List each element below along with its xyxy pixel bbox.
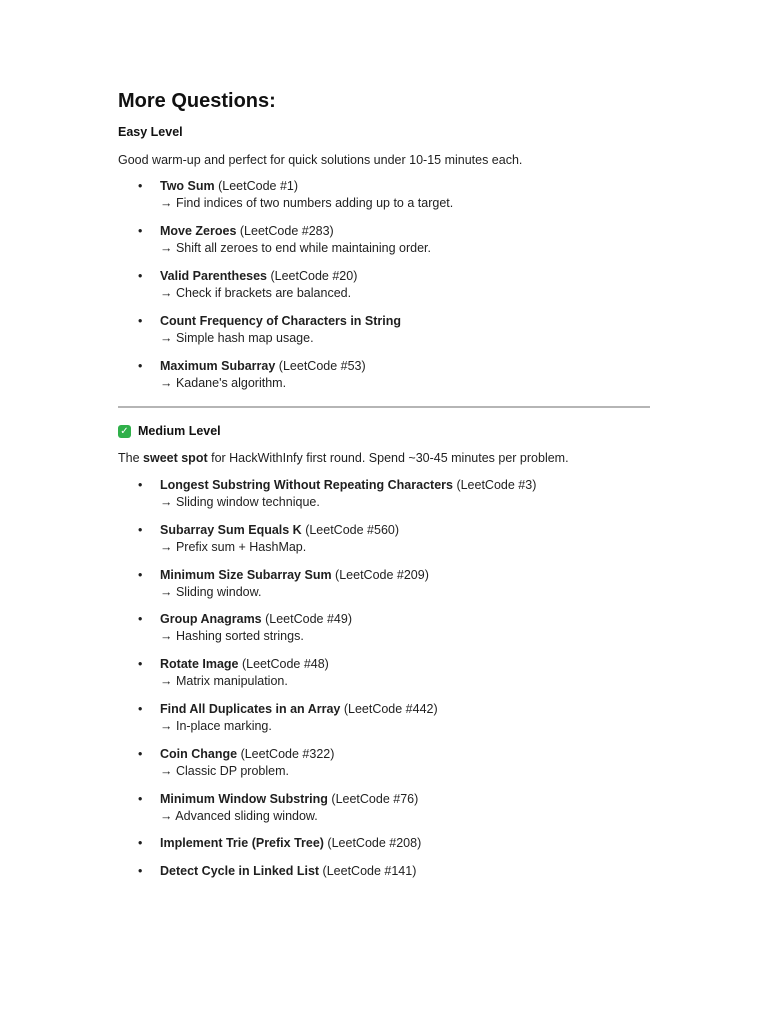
- question-name: Two Sum: [160, 179, 215, 193]
- bullet-icon: •: [138, 791, 143, 806]
- list-item: [118, 656, 650, 690]
- question-hint: → Matrix manipulation.: [160, 674, 288, 689]
- question-name: Subarray Sum Equals K: [160, 522, 302, 537]
- section-divider: [118, 406, 650, 408]
- question-name: Count Frequency of Characters in String: [160, 314, 402, 328]
- question-reference: (LeetCode #560): [301, 522, 400, 537]
- question-reference: (LeetCode #3): [452, 478, 537, 492]
- list-item: [118, 701, 650, 735]
- question-reference: (LeetCode #322): [237, 746, 335, 761]
- bullet-icon: •: [138, 522, 143, 537]
- question-reference: (LeetCode #283): [236, 224, 334, 238]
- question-hint: → Classic DP problem.: [160, 763, 289, 778]
- question-name: Longest Substring Without Repeating Characters: [160, 478, 453, 492]
- page-title: More Questions:: [118, 90, 276, 112]
- bullet-icon: •: [138, 567, 143, 582]
- question-name: Rotate Image: [160, 657, 239, 672]
- list-item: [118, 835, 650, 852]
- list-item: [118, 223, 650, 257]
- list-item: [118, 358, 650, 392]
- list-item: [118, 477, 650, 511]
- medium-level-heading: [118, 423, 650, 439]
- bullet-icon: •: [138, 701, 143, 716]
- check-mark-icon: ✓: [118, 425, 131, 438]
- question-reference: (LeetCode #442): [340, 701, 438, 716]
- medium-intro-prefix: The: [118, 451, 144, 465]
- question-reference: (LeetCode #1): [214, 179, 299, 193]
- question-reference: (LeetCode #76): [327, 791, 419, 806]
- medium-intro-emphasis: sweet spot: [143, 451, 208, 465]
- medium-level-title: Medium Level: [138, 424, 221, 438]
- bullet-icon: •: [138, 179, 143, 193]
- list-item: [118, 268, 650, 302]
- question-name: Valid Parentheses: [160, 269, 268, 283]
- question-hint: → Simple hash map usage.: [160, 331, 314, 345]
- question-reference: (LeetCode #49): [261, 612, 352, 627]
- question-reference: (LeetCode #20): [267, 269, 358, 283]
- bullet-icon: •: [138, 864, 143, 879]
- list-item: [118, 863, 650, 880]
- question-hint: → Check if brackets are balanced.: [160, 286, 352, 300]
- easy-level-intro: Good warm-up and perfect for quick solutions under 10-15 minutes each.: [118, 153, 523, 167]
- question-reference: (LeetCode #53): [275, 359, 366, 373]
- list-item: [118, 313, 650, 347]
- bullet-icon: •: [138, 269, 143, 283]
- question-name: Coin Change: [160, 746, 238, 761]
- question-reference: (LeetCode #48): [238, 657, 329, 672]
- bullet-icon: •: [138, 612, 143, 627]
- question-name: Maximum Subarray: [160, 359, 276, 373]
- easy-question-list: [118, 178, 650, 392]
- question-name: Minimum Size Subarray Sum: [160, 567, 332, 582]
- easy-level-title: Easy Level: [118, 125, 183, 139]
- medium-intro-suffix: for HackWithInfy first round. Spend ~30-45 minutes per problem.: [207, 451, 569, 465]
- question-hint: → In-place marking.: [160, 718, 272, 733]
- question-name: Implement Trie (Prefix Tree): [160, 836, 324, 851]
- medium-level-intro: [118, 450, 650, 466]
- bullet-icon: •: [138, 836, 143, 851]
- bullet-icon: •: [138, 657, 143, 672]
- question-hint: → Prefix sum + HashMap.: [160, 539, 307, 554]
- question-hint: → Hashing sorted strings.: [160, 629, 304, 644]
- list-item: [118, 611, 650, 645]
- bullet-icon: •: [138, 224, 143, 238]
- question-hint: → Advanced sliding window.: [160, 808, 318, 823]
- question-hint: → Find indices of two numbers adding up to a target.: [160, 196, 454, 210]
- list-item: [118, 746, 650, 780]
- question-name: Group Anagrams: [160, 612, 262, 627]
- question-reference: (LeetCode #208): [323, 836, 422, 851]
- medium-question-list: [118, 477, 650, 880]
- bullet-icon: •: [138, 314, 143, 328]
- document-page: [118, 88, 650, 891]
- question-name: Detect Cycle in Linked List: [160, 864, 320, 879]
- question-hint: → Sliding window technique.: [160, 495, 320, 509]
- list-item: [118, 522, 650, 556]
- bullet-icon: •: [138, 359, 143, 373]
- bullet-icon: •: [138, 746, 143, 761]
- question-name: Minimum Window Substring: [160, 791, 328, 806]
- question-name: Find All Duplicates in an Array: [160, 701, 341, 716]
- question-hint: → Kadane's algorithm.: [160, 376, 287, 390]
- question-reference: (LeetCode #209): [331, 567, 429, 582]
- bullet-icon: •: [138, 478, 143, 492]
- list-item: [118, 178, 650, 212]
- question-name: Move Zeroes: [160, 224, 237, 238]
- list-item: [118, 791, 650, 825]
- easy-level-heading: [118, 124, 650, 140]
- question-hint: → Shift all zeroes to end while maintaining order.: [160, 241, 431, 255]
- list-item: [118, 567, 650, 601]
- question-hint: → Sliding window.: [160, 584, 262, 599]
- question-reference: (LeetCode #141): [319, 864, 417, 879]
